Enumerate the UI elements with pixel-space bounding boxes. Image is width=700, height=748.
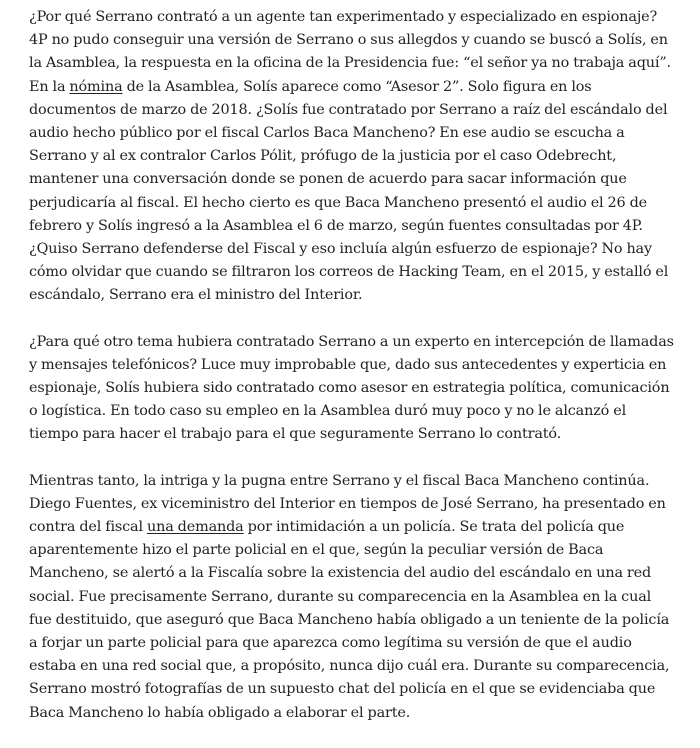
article-paragraph-2: [29, 331, 674, 447]
article-paragraph-1: [29, 6, 674, 308]
paragraph-1-text-end: de la Asamblea, Solís aparece como “Asesor 2”. Solo figura en los documentos de marzo de 2018. ¿Solís fue contratado por Serrano a raíz del escándalo del audio hecho público por el fiscal Carlos Baca Mancheno? En ese audio se escucha a Serrano y al ex contralor Carlos Pólit, prófugo de la justicia por el caso Odebrecht, mantener una conversación donde se ponen de acuerdo para sacar información que perjudicaría al fiscal. El hecho cierto es que Baca Mancheno presentó el audio el 26 de febrero y Solís ingresó a la Asamblea el 6 de marzo, según fuentes consultadas por 4P. ¿Quiso Serrano defenderse del Fiscal y eso incluía algún esfuerzo de espionaje? No hay cómo olvidar que cuando se filtraron los correos de Hacking Team, en el 2015, y estalló el escándalo, Serrano era el ministro del Interior.: [29, 78, 669, 304]
article-body: [29, 6, 674, 748]
paragraph-2-text: ¿Para qué otro tema hubiera contratado Serrano a un experto en intercepción de llamadas y mensajes telefónicos? Luce muy improbable que, dado sus antecedentes y experticia en espionaje, Solís hubiera sido contratado como asesor en estrategia política, comunicación o logística. En todo caso su empleo en la Asamblea duró muy poco y no le alcanzó el tiempo para hacer el trabajo para el que seguramente Serrano lo contrató.: [29, 333, 674, 443]
demanda-link[interactable]: una demanda: [146, 519, 244, 536]
paragraph-3-text-end: por intimidación a un policía. Se trata del policía que aparentemente hizo el parte policial en el que, según la peculiar versión de Baca Mancheno, se alertó a la Fiscalía sobre la existencia del audio del escándalo en una red social. Fue precisamente Serrano, durante su comparecencia en la Asamblea en la cual fue destituido, que aseguró que Baca Mancheno había obligado a un teniente de la policía a forjar un parte policial para que aparezca como legítima su versión de que el audio estaba en una red social que, a propósito, nunca dijo cuál era. Durante su comparecencia, Serrano mostró fotografías de un supuesto chat del policía en el que se evidenciaba que Baca Mancheno lo había obligado a elaborar el parte.: [29, 519, 670, 721]
article-paragraph-3: [29, 470, 674, 725]
paragraph-3-text-start: Mientras tanto, la intriga y la pugna entre Serrano y el fiscal Baca Mancheno continúa. Diego Fuentes, ex viceministro del Interior en tiempos de José Serrano, ha presentado en contra del fiscal: [29, 472, 666, 536]
paragraph-1-text-start: ¿Por qué Serrano contrató a un agente tan experimentado y especializado en espionaje? 4P no pudo conseguir una versión de Serrano o sus allegdos y cuando se buscó a Solís, en la Asamblea, la respuesta en la oficina de la Presidencia fue: “el señor ya no trabaja aquí”. En la: [29, 9, 671, 95]
nomina-link[interactable]: nómina: [69, 78, 123, 95]
